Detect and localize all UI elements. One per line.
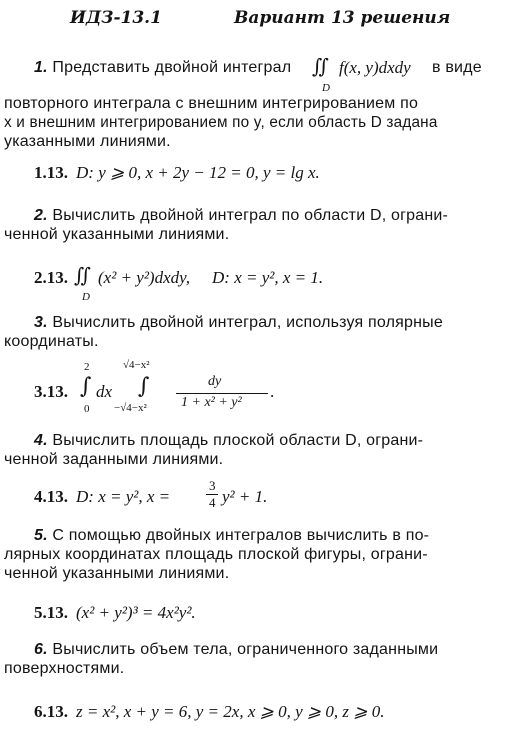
- problem1-expression: D: y ⩾ 0, x + 2y − 12 = 0, y = lg x.: [76, 163, 320, 182]
- task1-text: Представить двойной интеграл: [52, 59, 292, 76]
- task5-number: 5.: [34, 527, 48, 544]
- task2-line2: ченной указанными линиями.: [4, 226, 230, 243]
- task2-line1: [34, 207, 448, 225]
- task3-line2: координаты.: [4, 333, 99, 350]
- double-integral-symbol-2: ∬: [74, 263, 92, 287]
- task4-number: 4.: [34, 432, 48, 449]
- problem5-expression: (x² + y²)³ = 4x²y².: [76, 603, 196, 622]
- inner-lower-limit: −√4−x²: [114, 402, 147, 414]
- task2-number: 2.: [34, 207, 48, 224]
- task3-number: 3.: [34, 314, 48, 331]
- task5-line3: ченной указанными линиями.: [4, 565, 230, 582]
- task1-integrand: f(x, y)dxdy: [339, 58, 411, 77]
- task3-text: Вычислить двойной интеграл, используя полярные: [52, 314, 443, 331]
- assignment-code: ИДЗ-13.1: [70, 8, 162, 28]
- fraction-numerator: dy: [208, 374, 222, 389]
- outer-lower-limit: 0: [84, 403, 90, 415]
- task6-line1: [34, 641, 438, 659]
- fraction-3-numerator: 3: [209, 478, 216, 493]
- outer-upper-limit: 2: [84, 361, 90, 373]
- problem6-formula: [34, 702, 385, 722]
- problem4-formula: [34, 487, 170, 507]
- fraction-denominator: 1 + x² + y²: [181, 395, 242, 410]
- fraction-4-denominator: 4: [209, 495, 216, 510]
- problem1-formula: [34, 163, 320, 183]
- task6-line2: поверхностями.: [4, 660, 125, 677]
- problem6-number: 6.13.: [34, 702, 68, 721]
- outer-differential: dx: [96, 382, 113, 401]
- variant-title: Вариант 13 решения: [234, 8, 451, 28]
- task5-line1: [34, 527, 429, 545]
- task6-text: Вычислить объем тела, ограниченного заданными: [52, 641, 439, 658]
- task6-number: 6.: [34, 641, 48, 658]
- task1-line1: [34, 59, 291, 77]
- task1-line2: повторного интеграла с внешним интегрированием по: [4, 95, 419, 112]
- outer-integral-symbol: ∫: [80, 374, 92, 399]
- problem4-expression-a: D: x = y², x =: [76, 487, 171, 506]
- problem5-formula: [34, 603, 196, 623]
- problem2-number: 2.13.: [34, 268, 68, 287]
- problem4-expression-b: y² + 1.: [222, 487, 268, 506]
- double-integral-symbol: ∬: [312, 54, 330, 78]
- problem2-region: D: x = y², x = 1.: [212, 268, 324, 287]
- inner-integral-symbol: ∫: [138, 374, 150, 399]
- task4-line2: ченной заданными линиями.: [4, 451, 224, 468]
- problem2-region-subscript: D: [82, 291, 90, 303]
- problem5-number: 5.13.: [34, 603, 68, 622]
- task5-text: С помощью двойных интегралов вычислить в по-: [52, 527, 430, 544]
- problem2-integrand: (x² + y²)dxdy,: [98, 268, 190, 287]
- inner-upper-limit: √4−x²: [123, 359, 150, 371]
- task2-text: Вычислить двойной интеграл по области D, ограни-: [52, 207, 449, 224]
- task1-line3: x и внешним интегрированием по y, если область D задана: [4, 114, 438, 131]
- task1-line1-end: в виде: [432, 59, 482, 76]
- fraction-bar: [176, 393, 268, 394]
- task3-line1: [34, 314, 443, 332]
- problem4-number: 4.13.: [34, 487, 68, 506]
- task5-line2: лярных координатах площадь плоской фигуры, ограни-: [4, 546, 428, 563]
- problem3-end: .: [270, 382, 275, 401]
- task4-line1: [34, 432, 423, 450]
- problem6-expression: z = x², x + y = 6, y = 2x, x ⩾ 0, y ⩾ 0, z ⩾ 0.: [76, 702, 385, 721]
- task1-region-subscript: D: [322, 82, 330, 94]
- problem1-number: 1.13.: [34, 163, 68, 182]
- task4-text: Вычислить площадь плоской области D, ограни-: [52, 432, 424, 449]
- problem3-number: 3.13.: [34, 382, 68, 401]
- task1-number: 1.: [34, 59, 48, 76]
- task1-line4: указанными линиями.: [4, 133, 171, 150]
